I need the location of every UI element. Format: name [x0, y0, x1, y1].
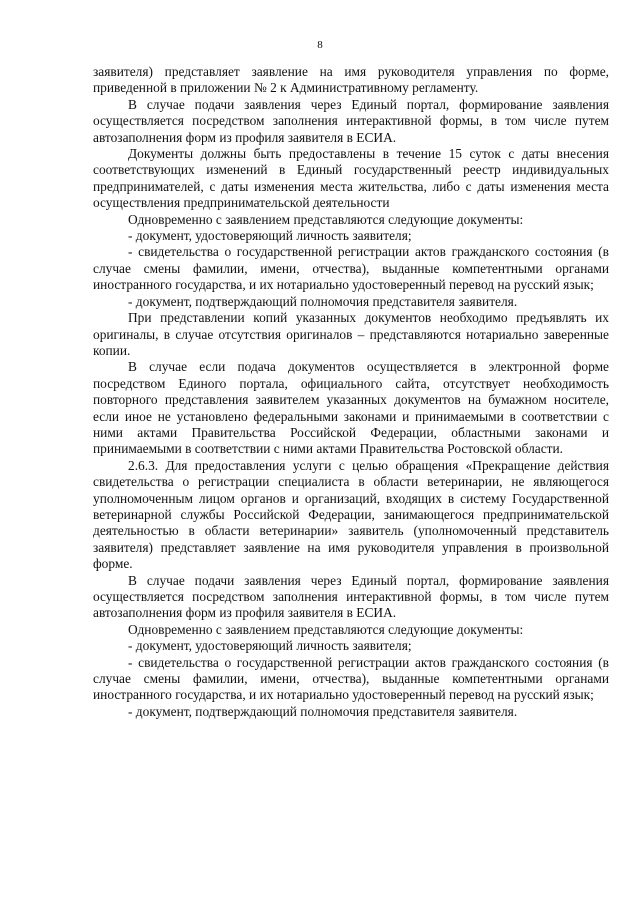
list-item: - документ, удостоверяющий личность заявителя;	[128, 638, 412, 654]
paragraph: В случае подачи заявления через Единый портал, формирование заявления осуществляется посредством заполнения интерактивной формы, в том числе путем автозаполнения форм из профиля заявителя в ЕСИА.	[93, 96, 609, 145]
page-number: 8	[317, 39, 323, 51]
list-item: - документ, подтверждающий полномочия представителя заявителя.	[128, 703, 518, 719]
paragraph: заявителя) представляет заявление на имя руководителя управления по форме, приведенной в приложении № 2 к Административному регламенту.	[93, 64, 609, 96]
paragraph: Одновременно с заявлением представляются следующие документы:	[128, 621, 524, 637]
list-item: - документ, удостоверяющий личность заявителя;	[128, 228, 412, 244]
paragraph: 2.6.3. Для предоставления услуги с целью обращения «Прекращение действия свидетельства о регистрации специалиста в области ветеринарии, не являющегося уполномоченным лицом органов и организаций, входящих в систему Государственной ветеринарной службы Российской Федерации, занимающегося предпринимательской деятельностью в области ветеринарии» заявитель (уполномоченный представитель заявителя) представляет заявление на имя руководителя управления в произвольной форме.	[93, 457, 609, 572]
paragraph: Одновременно с заявлением представляются следующие документы:	[128, 211, 524, 227]
paragraph: Документы должны быть предоставлены в течение 15 суток с даты внесения соответствующих изменений в Единый государственный реестр индивидуальных предпринимателей, с даты изменения места жительства, либо с даты изменения места осуществления предпринимательской деятельности	[93, 146, 609, 211]
paragraph: В случае подачи заявления через Единый портал, формирование заявления осуществляется посредством заполнения интерактивной формы, в том числе путем автозаполнения форм из профиля заявителя в ЕСИА.	[93, 572, 609, 621]
paragraph: В случае если подача документов осуществляется в электронной форме посредством Единого портала, официального сайта, отсутствует необходимость повторного представления заявителем указанных документов на бумажном носителе, если иное не установлено федеральными законами и принимаемыми в соответствии с ними актами Правительства Российской Федерации, областными законами и принимаемыми в соответствии с ними актами Правительства Ростовской области.	[93, 359, 609, 457]
list-item: - документ, подтверждающий полномочия представителя заявителя.	[128, 293, 518, 309]
list-item: - свидетельства о государственной регистрации актов гражданского состояния (в случае смены фамилии, имени, отчества), выданные компетентными органами иностранного государства, и их нотариально удостоверенный перевод на русский язык;	[93, 244, 609, 293]
paragraph: При представлении копий указанных документов необходимо предъявлять их оригиналы, в случае отсутствия оригиналов – представляются нотариально заверенные копии.	[93, 310, 609, 358]
list-item: - свидетельства о государственной регистрации актов гражданского состояния (в случае смены фамилии, имени, отчества), выданные компетентными органами иностранного государства, и их нотариально удостоверенный перевод на русский язык;	[93, 654, 609, 703]
document-body	[93, 64, 609, 720]
